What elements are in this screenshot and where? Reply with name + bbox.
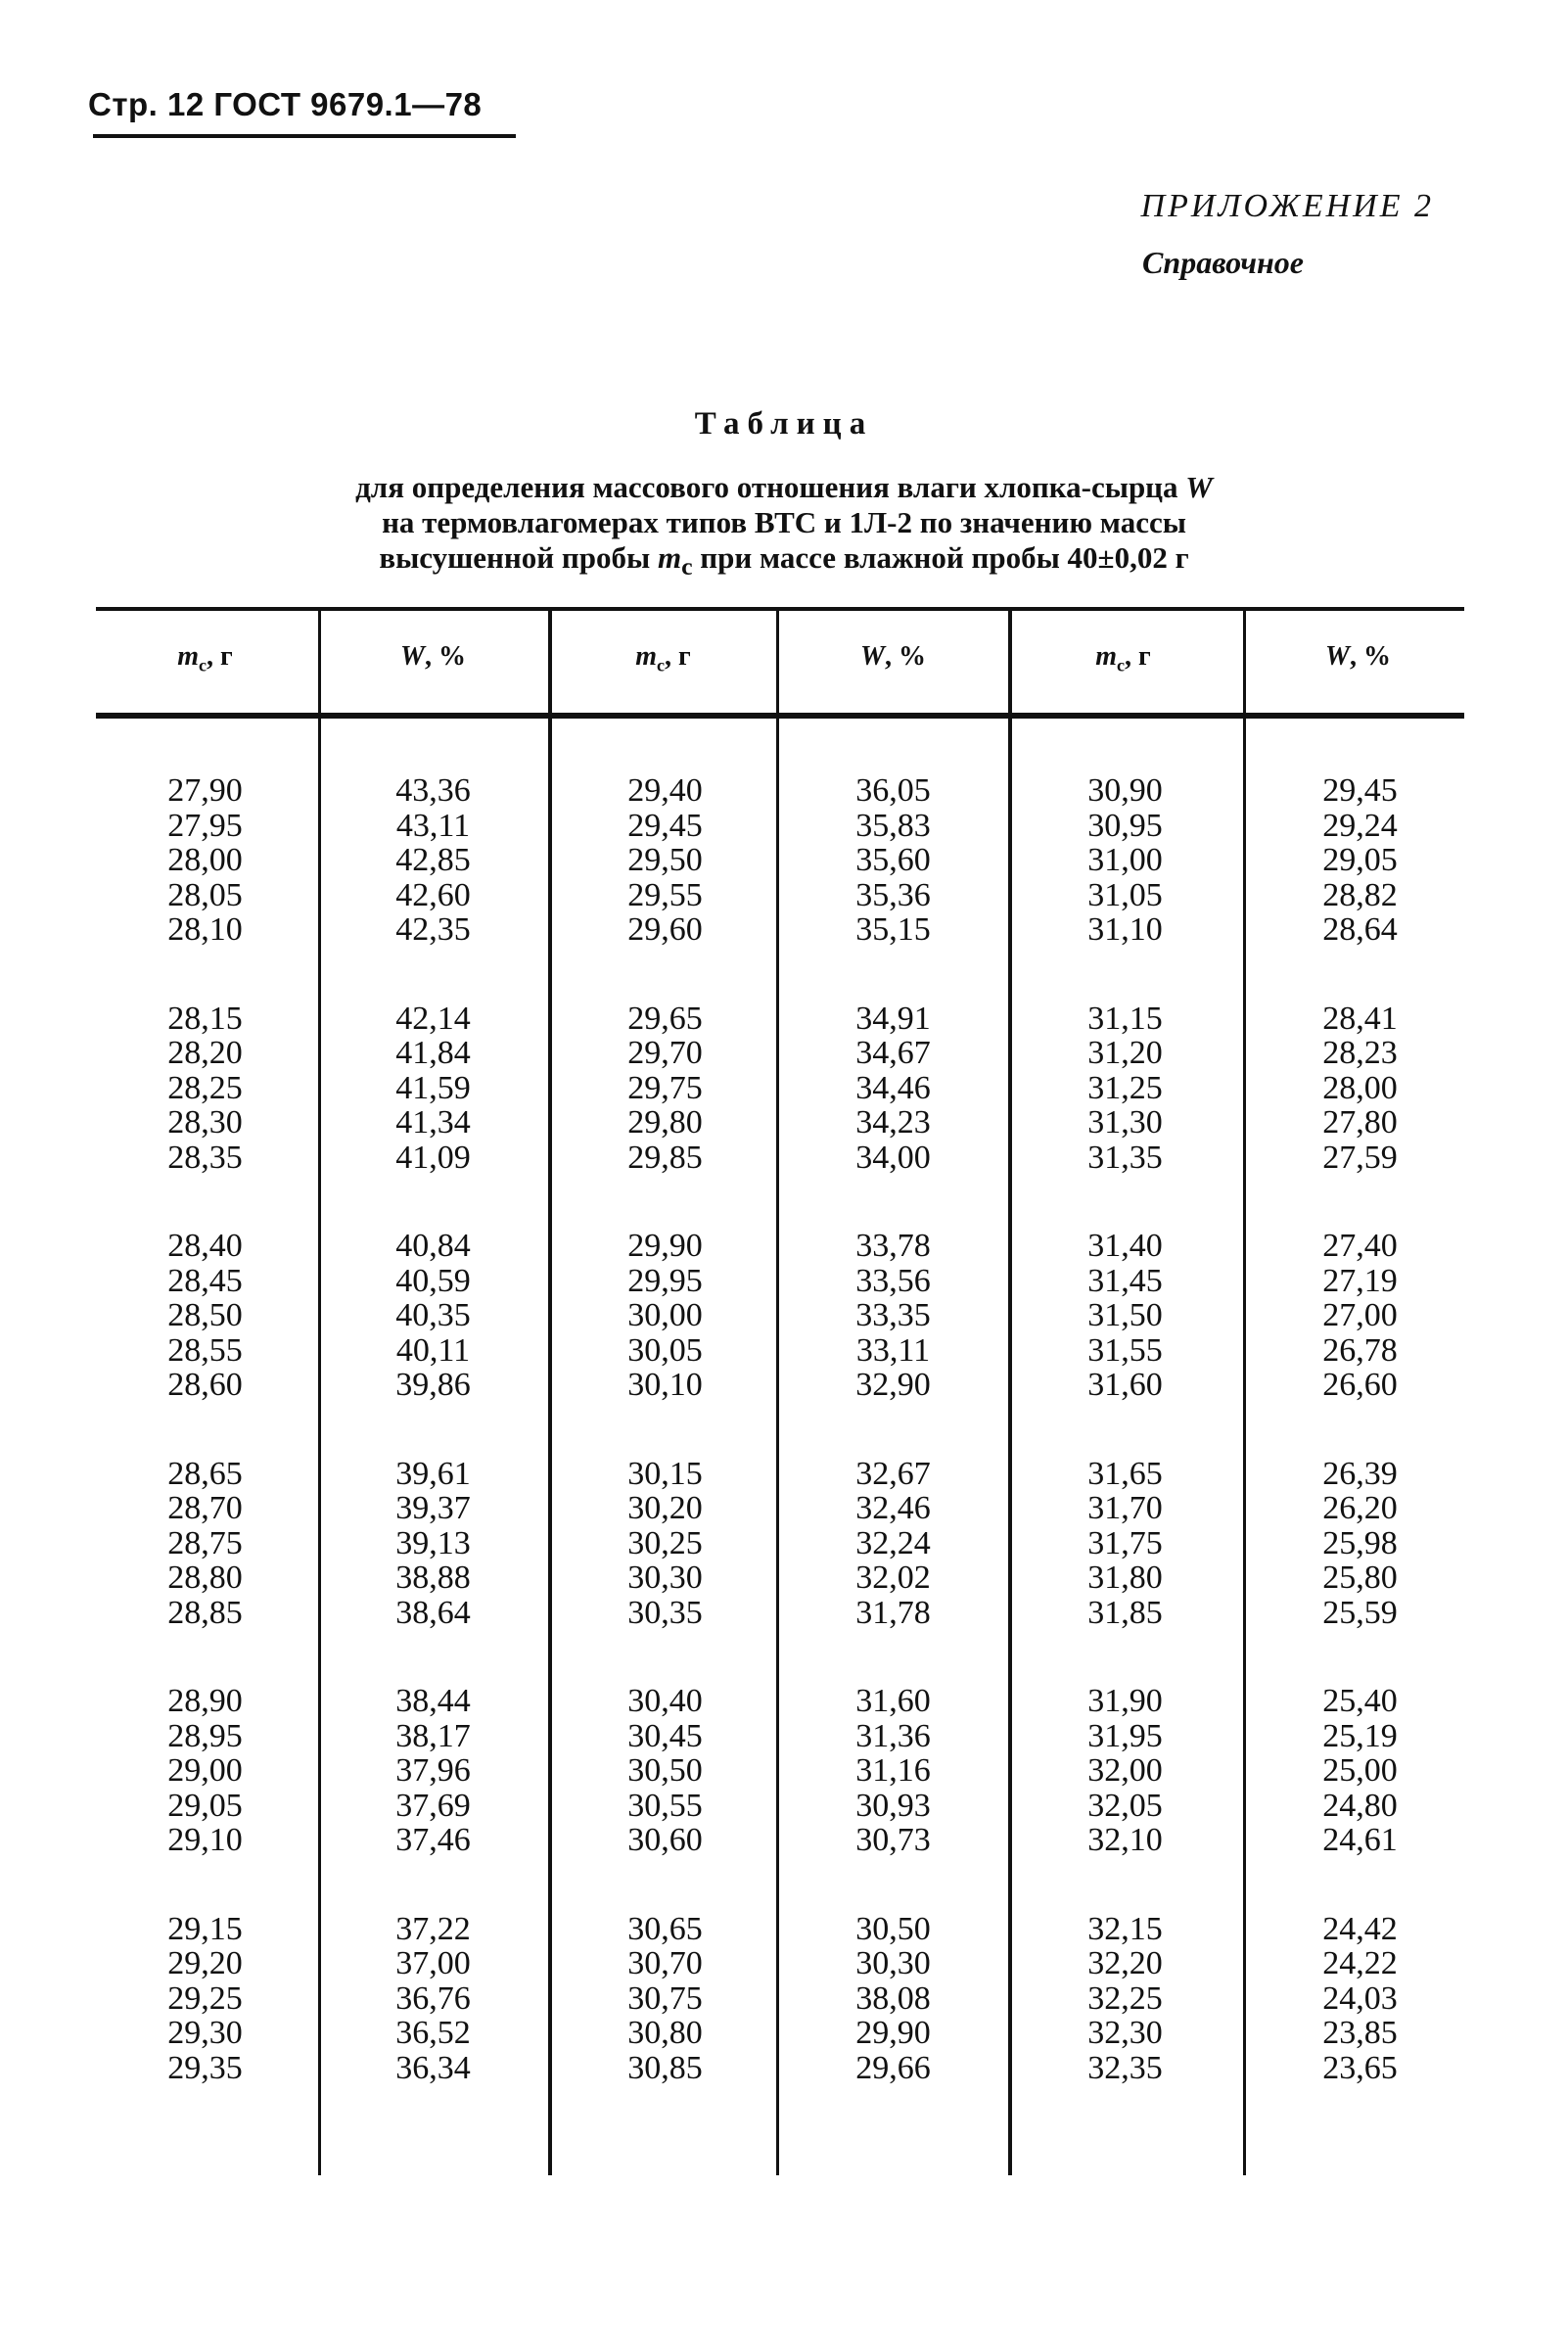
table-cell: 31,40 — [1087, 1228, 1163, 1264]
row-group — [90, 1229, 320, 1403]
table-cell: 31,60 — [855, 1683, 931, 1719]
table-cell: 29,60 — [627, 911, 703, 948]
table-cell: 27,95 — [167, 807, 243, 844]
table-cell: 25,00 — [1322, 1752, 1398, 1789]
table-cell: 25,98 — [1322, 1524, 1398, 1561]
table-cell: 23,65 — [1322, 2049, 1398, 2086]
table-top-rule — [96, 607, 1464, 611]
header-rule — [93, 134, 516, 138]
table-cell: 39,13 — [395, 1524, 471, 1561]
row-group — [550, 773, 780, 948]
table-cell: 32,10 — [1087, 1822, 1163, 1858]
row-group — [90, 1457, 320, 1631]
row-group — [318, 1001, 548, 1176]
table-cell: 32,05 — [1087, 1787, 1163, 1824]
table-cell: 26,78 — [1322, 1331, 1398, 1369]
table-cell: 42,85 — [395, 842, 471, 878]
table-cell: 38,88 — [395, 1560, 471, 1596]
appendix-subtitle: Справочное — [1142, 245, 1304, 280]
table-cell: 29,85 — [627, 1139, 703, 1176]
table-cell: 40,59 — [395, 1262, 471, 1299]
table-cell: 28,35 — [167, 1139, 243, 1176]
table-cell: 40,11 — [395, 1331, 471, 1369]
row-group — [550, 1457, 780, 1631]
table-cell: 32,25 — [1087, 1979, 1163, 2017]
table-cell: 29,65 — [627, 1000, 703, 1037]
table-cell: 30,60 — [627, 1822, 703, 1858]
row-group — [90, 1001, 320, 1176]
table-cell: 25,19 — [1322, 1717, 1398, 1754]
table-column — [90, 773, 320, 2139]
table-cell: 35,83 — [855, 807, 931, 844]
row-group — [1010, 1684, 1240, 1858]
row-group — [90, 1684, 320, 1858]
table-cell: 30,45 — [627, 1717, 703, 1754]
row-group — [318, 1457, 548, 1631]
table-cell: 28,85 — [167, 1594, 243, 1631]
table-cell: 30,85 — [627, 2049, 703, 2086]
table-cell: 31,15 — [1087, 1000, 1163, 1037]
table-cell: 37,96 — [395, 1752, 471, 1789]
table-cell: 32,35 — [1087, 2049, 1163, 2086]
table-cell: 31,75 — [1087, 1524, 1163, 1561]
table-cell: 28,75 — [167, 1524, 243, 1561]
row-group — [1245, 1684, 1475, 1858]
table-cell: 36,34 — [395, 2049, 471, 2086]
table-cell: 29,25 — [167, 1979, 243, 2017]
table-cell: 29,24 — [1322, 807, 1398, 844]
table-cell: 32,90 — [855, 1367, 931, 1403]
table-cell: 29,50 — [627, 842, 703, 878]
table-cell: 38,44 — [395, 1683, 471, 1719]
row-group — [1245, 1912, 1475, 2086]
table-cell: 36,05 — [855, 772, 931, 809]
table-cell: 30,50 — [627, 1752, 703, 1789]
table-title: Таблица — [694, 406, 874, 442]
table-cell: 31,35 — [1087, 1139, 1163, 1176]
table-cell: 30,75 — [627, 1979, 703, 2017]
table-cell: 35,60 — [855, 842, 931, 878]
row-group — [1245, 1229, 1475, 1403]
column-header-mc: $m_c$, г — [177, 641, 233, 675]
table-cell: 29,90 — [627, 1228, 703, 1264]
table-cell: 28,64 — [1322, 911, 1398, 948]
page-header: Стр. 12 ГОСТ 9679.1—78 — [88, 86, 483, 122]
table-cell: 30,10 — [627, 1367, 703, 1403]
table-cell: 36,52 — [395, 2015, 471, 2051]
table-cell: 28,25 — [167, 1069, 243, 1106]
table-cell: 39,37 — [395, 1490, 471, 1526]
column-header-mc: $m_c$, г — [1095, 641, 1151, 675]
table-cell: 32,24 — [855, 1524, 931, 1561]
table-header-rule — [96, 713, 1464, 719]
table-cell: 32,67 — [855, 1455, 931, 1492]
table-cell: 25,59 — [1322, 1594, 1398, 1631]
table-cell: 28,55 — [167, 1331, 243, 1369]
table-cell: 32,30 — [1087, 2015, 1163, 2051]
description-line-3: высушенной пробы $m_c$ при массе влажной пробы 40±0,02 г — [379, 540, 1189, 582]
table-cell: 28,30 — [167, 1104, 243, 1141]
table-cell: 31,80 — [1087, 1560, 1163, 1596]
table-cell: 31,70 — [1087, 1490, 1163, 1526]
row-group — [550, 1684, 780, 1858]
table-cell: 31,78 — [855, 1594, 931, 1631]
table-cell: 30,80 — [627, 2015, 703, 2051]
table-cell: 30,40 — [627, 1683, 703, 1719]
table-cell: 31,55 — [1087, 1331, 1163, 1369]
table-cell: 30,73 — [855, 1822, 931, 1858]
table-cell: 28,95 — [167, 1717, 243, 1754]
column-header-w: W, % — [400, 641, 466, 672]
table-cell: 39,86 — [395, 1367, 471, 1403]
table-cell: 34,67 — [855, 1035, 931, 1071]
table-cell: 31,95 — [1087, 1717, 1163, 1754]
table-cell: 31,45 — [1087, 1262, 1163, 1299]
table-cell: 30,50 — [855, 1910, 931, 1947]
table-cell: 24,61 — [1322, 1822, 1398, 1858]
table-cell: 30,20 — [627, 1490, 703, 1526]
table-cell: 29,70 — [627, 1035, 703, 1071]
table-cell: 29,90 — [855, 2015, 931, 2051]
table-cell: 39,61 — [395, 1455, 471, 1492]
table-cell: 32,00 — [1087, 1752, 1163, 1789]
table-cell: 34,91 — [855, 1000, 931, 1037]
table-cell: 28,20 — [167, 1035, 243, 1071]
table-cell: 33,11 — [855, 1331, 931, 1369]
table-cell: 29,80 — [627, 1104, 703, 1141]
table-cell: 41,84 — [395, 1035, 471, 1071]
table-cell: 41,09 — [395, 1139, 471, 1176]
table-column — [778, 773, 1008, 2139]
table-cell: 29,30 — [167, 2015, 243, 2051]
table-cell: 28,23 — [1322, 1035, 1398, 1071]
table-cell: 25,80 — [1322, 1560, 1398, 1596]
table-cell: 30,25 — [627, 1524, 703, 1561]
table-cell: 42,60 — [395, 876, 471, 913]
row-group — [1010, 1457, 1240, 1631]
table-cell: 28,05 — [167, 876, 243, 913]
table-cell: 29,05 — [1322, 842, 1398, 878]
table-cell: 37,00 — [395, 1945, 471, 1981]
table-cell: 29,20 — [167, 1945, 243, 1981]
table-cell: 28,41 — [1322, 1000, 1398, 1037]
description-line-2: на термовлагомерах типов ВТС и 1Л-2 по значению массы — [382, 505, 1186, 539]
description-line-1: для определения массового отношения влаги хлопка-сырца W — [355, 470, 1213, 504]
table-cell: 25,40 — [1322, 1683, 1398, 1719]
row-group — [778, 1457, 1008, 1631]
table-cell: 27,00 — [1322, 1297, 1398, 1333]
table-column — [1245, 773, 1475, 2139]
table-column — [318, 773, 548, 2139]
column-header-w: W, % — [860, 641, 926, 672]
table-cell: 30,35 — [627, 1594, 703, 1631]
table-cell: 35,36 — [855, 876, 931, 913]
row-group — [1245, 773, 1475, 948]
table-cell: 30,70 — [627, 1945, 703, 1981]
table-cell: 31,05 — [1087, 876, 1163, 913]
table-cell: 28,50 — [167, 1297, 243, 1333]
table-cell: 28,45 — [167, 1262, 243, 1299]
table-cell: 27,90 — [167, 772, 243, 809]
table-cell: 37,46 — [395, 1822, 471, 1858]
table-cell: 29,10 — [167, 1822, 243, 1858]
row-group — [550, 1001, 780, 1176]
table-cell: 30,00 — [627, 1297, 703, 1333]
table-cell: 27,19 — [1322, 1262, 1398, 1299]
table-cell: 27,59 — [1322, 1139, 1398, 1176]
table-cell: 32,20 — [1087, 1945, 1163, 1981]
row-group — [318, 1229, 548, 1403]
table-cell: 32,46 — [855, 1490, 931, 1526]
table-cell: 29,66 — [855, 2049, 931, 2086]
table-cell: 33,56 — [855, 1262, 931, 1299]
table-cell: 30,93 — [855, 1787, 931, 1824]
table-cell: 28,10 — [167, 911, 243, 948]
table-cell: 30,15 — [627, 1455, 703, 1492]
table-cell: 28,40 — [167, 1228, 243, 1264]
table-cell: 33,35 — [855, 1297, 931, 1333]
row-group — [778, 773, 1008, 948]
table-cell: 31,65 — [1087, 1455, 1163, 1492]
table-cell: 30,55 — [627, 1787, 703, 1824]
table-cell: 28,65 — [167, 1455, 243, 1492]
column-header-w: W, % — [1325, 641, 1391, 672]
table-cell: 28,00 — [1322, 1069, 1398, 1106]
table-cell: 35,15 — [855, 911, 931, 948]
row-group — [550, 1229, 780, 1403]
table-cell: 31,10 — [1087, 911, 1163, 948]
table-description — [0, 470, 1568, 584]
table-cell: 28,82 — [1322, 876, 1398, 913]
table-cell: 27,40 — [1322, 1228, 1398, 1264]
row-group — [1010, 1229, 1240, 1403]
table-cell: 32,02 — [855, 1560, 931, 1596]
table-cell: 32,15 — [1087, 1910, 1163, 1947]
table-cell: 31,60 — [1087, 1367, 1163, 1403]
appendix-title: ПРИЛОЖЕНИЕ 2 — [1140, 188, 1434, 224]
table-cell: 29,55 — [627, 876, 703, 913]
table-cell: 24,22 — [1322, 1945, 1398, 1981]
table-cell: 31,20 — [1087, 1035, 1163, 1071]
row-group — [1245, 1001, 1475, 1176]
table-cell: 29,00 — [167, 1752, 243, 1789]
table-cell: 31,85 — [1087, 1594, 1163, 1631]
table-cell: 36,76 — [395, 1979, 471, 2017]
table-cell: 38,17 — [395, 1717, 471, 1754]
table-cell: 41,34 — [395, 1104, 471, 1141]
table-cell: 24,80 — [1322, 1787, 1398, 1824]
table-cell: 28,80 — [167, 1560, 243, 1596]
row-group — [1010, 1001, 1240, 1176]
table-cell: 31,90 — [1087, 1683, 1163, 1719]
table-column — [1010, 773, 1240, 2139]
table-cell: 29,75 — [627, 1069, 703, 1106]
row-group — [318, 1684, 548, 1858]
table-cell: 33,78 — [855, 1228, 931, 1264]
table-cell: 43,36 — [395, 772, 471, 809]
table-cell: 24,03 — [1322, 1979, 1398, 2017]
table-cell: 28,90 — [167, 1683, 243, 1719]
table-cell: 29,95 — [627, 1262, 703, 1299]
table-cell: 30,95 — [1087, 807, 1163, 844]
row-group — [1245, 1457, 1475, 1631]
table-cell: 26,20 — [1322, 1490, 1398, 1526]
table-cell: 29,35 — [167, 2049, 243, 2086]
row-group — [778, 1684, 1008, 1858]
row-group — [550, 1912, 780, 2086]
table-cell: 42,35 — [395, 911, 471, 948]
table-cell: 28,00 — [167, 842, 243, 878]
table-cell: 30,65 — [627, 1910, 703, 1947]
row-group — [778, 1229, 1008, 1403]
table-column — [550, 773, 780, 2139]
row-group — [90, 1912, 320, 2086]
table-cell: 34,46 — [855, 1069, 931, 1106]
table-cell: 37,69 — [395, 1787, 471, 1824]
row-group — [1010, 1912, 1240, 2086]
table-cell: 31,16 — [855, 1752, 931, 1789]
table-cell: 31,30 — [1087, 1104, 1163, 1141]
table-cell: 30,30 — [627, 1560, 703, 1596]
row-group — [1010, 773, 1240, 948]
table-cell: 34,00 — [855, 1139, 931, 1176]
table-cell: 29,40 — [627, 772, 703, 809]
table-cell: 28,15 — [167, 1000, 243, 1037]
table-cell: 29,05 — [167, 1787, 243, 1824]
row-group — [778, 1001, 1008, 1176]
table-cell: 30,30 — [855, 1945, 931, 1981]
table-cell: 41,59 — [395, 1069, 471, 1106]
table-cell: 38,64 — [395, 1594, 471, 1631]
table-cell: 23,85 — [1322, 2015, 1398, 2051]
column-header-mc: $m_c$, г — [635, 641, 691, 675]
row-group — [778, 1912, 1008, 2086]
table-cell: 31,00 — [1087, 842, 1163, 878]
table-cell: 31,36 — [855, 1717, 931, 1754]
table-cell: 28,60 — [167, 1367, 243, 1403]
table-cell: 42,14 — [395, 1000, 471, 1037]
table-cell: 27,80 — [1322, 1104, 1398, 1141]
table-cell: 28,70 — [167, 1490, 243, 1526]
row-group — [318, 1912, 548, 2086]
table-cell: 43,11 — [395, 807, 471, 844]
table-cell: 40,84 — [395, 1228, 471, 1264]
table-cell: 29,15 — [167, 1910, 243, 1947]
row-group — [90, 773, 320, 948]
table-cell: 30,05 — [627, 1331, 703, 1369]
table-cell: 24,42 — [1322, 1910, 1398, 1947]
table-cell: 40,35 — [395, 1297, 471, 1333]
table-cell: 31,25 — [1087, 1069, 1163, 1106]
table-cell: 29,45 — [1322, 772, 1398, 809]
table-cell: 26,60 — [1322, 1367, 1398, 1403]
table-cell: 26,39 — [1322, 1455, 1398, 1492]
table-cell: 37,22 — [395, 1910, 471, 1947]
table-cell: 38,08 — [855, 1979, 931, 2017]
table-cell: 34,23 — [855, 1104, 931, 1141]
table-cell: 29,45 — [627, 807, 703, 844]
table-cell: 31,50 — [1087, 1297, 1163, 1333]
row-group — [318, 773, 548, 948]
table-cell: 30,90 — [1087, 772, 1163, 809]
